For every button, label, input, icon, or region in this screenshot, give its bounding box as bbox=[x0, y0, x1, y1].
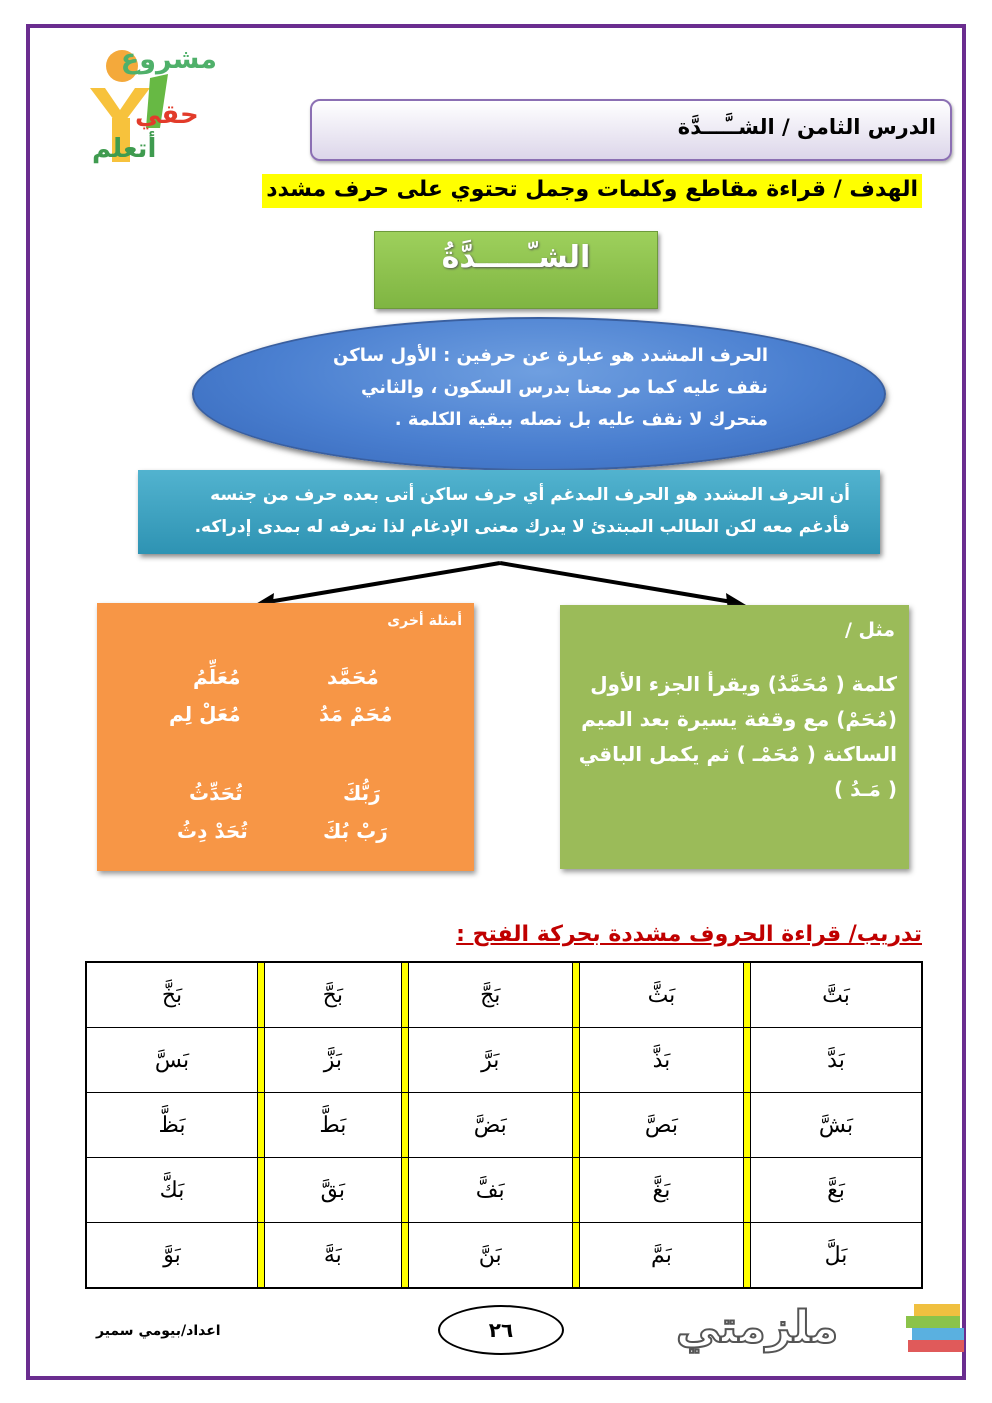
brand-text: ملزمتي bbox=[676, 1302, 839, 1353]
column-separator bbox=[401, 1093, 408, 1158]
column-separator bbox=[401, 1158, 408, 1223]
letter-cell: بَحَّ bbox=[265, 962, 402, 1028]
example-word: تُحَدِّثُ bbox=[189, 781, 243, 805]
example-word: مُعَلِّمُ bbox=[193, 665, 241, 689]
column-separator bbox=[572, 1223, 579, 1289]
logo-text-right: حقي bbox=[135, 100, 199, 130]
table-row bbox=[86, 1028, 922, 1093]
example-box bbox=[560, 605, 909, 869]
table-row bbox=[86, 1223, 922, 1289]
column-separator bbox=[401, 1028, 408, 1093]
column-separator bbox=[258, 1223, 265, 1289]
more-examples-box bbox=[97, 603, 474, 871]
note-box bbox=[138, 470, 880, 554]
lesson-title: الدرس الثامن / الشــَّـــدَّة bbox=[677, 115, 936, 139]
example-text bbox=[567, 667, 897, 807]
column-separator bbox=[401, 962, 408, 1028]
table-row bbox=[86, 962, 922, 1028]
table-row bbox=[86, 1093, 922, 1158]
column-separator bbox=[258, 1093, 265, 1158]
letter-cell: بَوَّ bbox=[86, 1223, 258, 1289]
brand-watermark bbox=[672, 1292, 972, 1372]
example-line: (مُحَمْ) مع وقفة يسيرة بعد الميم bbox=[581, 707, 897, 731]
column-separator bbox=[258, 1028, 265, 1093]
example-syllables: تُحَدْ دِثُ bbox=[177, 819, 248, 843]
example-word: مُحَمَّد bbox=[327, 665, 379, 689]
letter-cell: بَغَّ bbox=[579, 1158, 743, 1223]
letter-cell: بَصَّ bbox=[579, 1093, 743, 1158]
example-syllables: مُعَلْ لِم bbox=[169, 702, 241, 726]
training-table bbox=[85, 961, 923, 1289]
example-syllables: رَبْ بُكَ bbox=[323, 819, 388, 843]
letter-cell: بَنَّ bbox=[408, 1223, 572, 1289]
letter-cell: بَفَّ bbox=[408, 1158, 572, 1223]
topic-title: الشـّـــــدَّةُ bbox=[441, 240, 591, 275]
definition-line: متحرك لا نقف عليه بل نصله ببقية الكلمة . bbox=[394, 409, 768, 430]
column-separator bbox=[572, 1093, 579, 1158]
column-separator bbox=[572, 1158, 579, 1223]
letter-cell: بَذَّ bbox=[579, 1028, 743, 1093]
column-separator bbox=[258, 1158, 265, 1223]
example-heading: مثل / bbox=[844, 619, 895, 641]
example-line: كلمة ( مُحَمَّدُ) ويقرأ الجزء الأول bbox=[590, 672, 897, 696]
letter-cell: بَظَّ bbox=[86, 1093, 258, 1158]
books-icon bbox=[902, 1296, 972, 1366]
example-word: رَبُّكَ bbox=[343, 781, 381, 805]
column-separator bbox=[258, 962, 265, 1028]
letter-cell: بَخَّ bbox=[86, 962, 258, 1028]
author-credit: اعداد/بيومي سمير bbox=[96, 1323, 221, 1339]
letter-cell: بَلَّ bbox=[751, 1223, 922, 1289]
column-separator bbox=[572, 962, 579, 1028]
letter-cell: بَسَّ bbox=[86, 1028, 258, 1093]
letter-cell: بَشَّ bbox=[751, 1093, 922, 1158]
example-line: الساكنة ( مُحَمْـ ) ثم يكمل الباقي bbox=[578, 742, 897, 766]
letter-cell: بَهَّ bbox=[265, 1223, 402, 1289]
topic-title-box bbox=[374, 231, 658, 309]
column-separator bbox=[744, 962, 751, 1028]
letter-cell: بَقَّ bbox=[265, 1158, 402, 1223]
letter-cell: بَضَّ bbox=[408, 1093, 572, 1158]
lesson-title-box bbox=[310, 99, 952, 161]
letter-cell: بَزَّ bbox=[265, 1028, 402, 1093]
note-line: فأدغم معه لكن الطالب المبتدئ لا يدرك معنى الإدغام لذا نعرفه له بمدى إدراكه. bbox=[194, 517, 850, 537]
column-separator bbox=[744, 1028, 751, 1093]
training-title: تدريب/ قراءة الحروف مشددة بحركة الفتح : bbox=[456, 922, 922, 947]
column-separator bbox=[744, 1158, 751, 1223]
column-separator bbox=[401, 1223, 408, 1289]
letter-cell: بَدَّ bbox=[751, 1028, 922, 1093]
lesson-goal: الهدف / قراءة مقاطع وكلمات وجمل تحتوي على حرف مشدد bbox=[262, 174, 922, 208]
logo-text-learn: أتعلم bbox=[92, 134, 157, 164]
letter-cell: بَعَّ bbox=[751, 1158, 922, 1223]
definition-line: الحرف المشدد هو عبارة عن حرفين : الأول ساكن bbox=[333, 345, 768, 366]
letter-cell: بَثَّ bbox=[579, 962, 743, 1028]
column-separator bbox=[744, 1223, 751, 1289]
letter-cell: بَمَّ bbox=[579, 1223, 743, 1289]
example-line: ( مَـدُ ) bbox=[834, 777, 897, 801]
letter-cell: بَطَّ bbox=[265, 1093, 402, 1158]
example-syllables: مُحَمْ مَدُ bbox=[319, 702, 393, 726]
letter-cell: بَجَّ bbox=[408, 962, 572, 1028]
logo-text-project: مشروع bbox=[120, 44, 217, 75]
definition-line: نقف عليه كما مر معنا بدرس السكون ، والثاني bbox=[361, 377, 768, 398]
column-separator bbox=[744, 1093, 751, 1158]
column-separator bbox=[572, 1028, 579, 1093]
table-row bbox=[86, 1158, 922, 1223]
page-number: ٢٦ bbox=[438, 1305, 564, 1355]
note-line: أن الحرف المشدد هو الحرف المدغم أي حرف ساكن أتى بعده حرف من جنسه bbox=[210, 485, 850, 505]
definition-text bbox=[328, 340, 768, 436]
more-examples-heading: أمثلة أخرى bbox=[387, 613, 462, 629]
letter-cell: بَرَّ bbox=[408, 1028, 572, 1093]
project-logo bbox=[40, 38, 225, 173]
letter-cell: بَتَّ bbox=[751, 962, 922, 1028]
letter-cell: بَكَّ bbox=[86, 1158, 258, 1223]
